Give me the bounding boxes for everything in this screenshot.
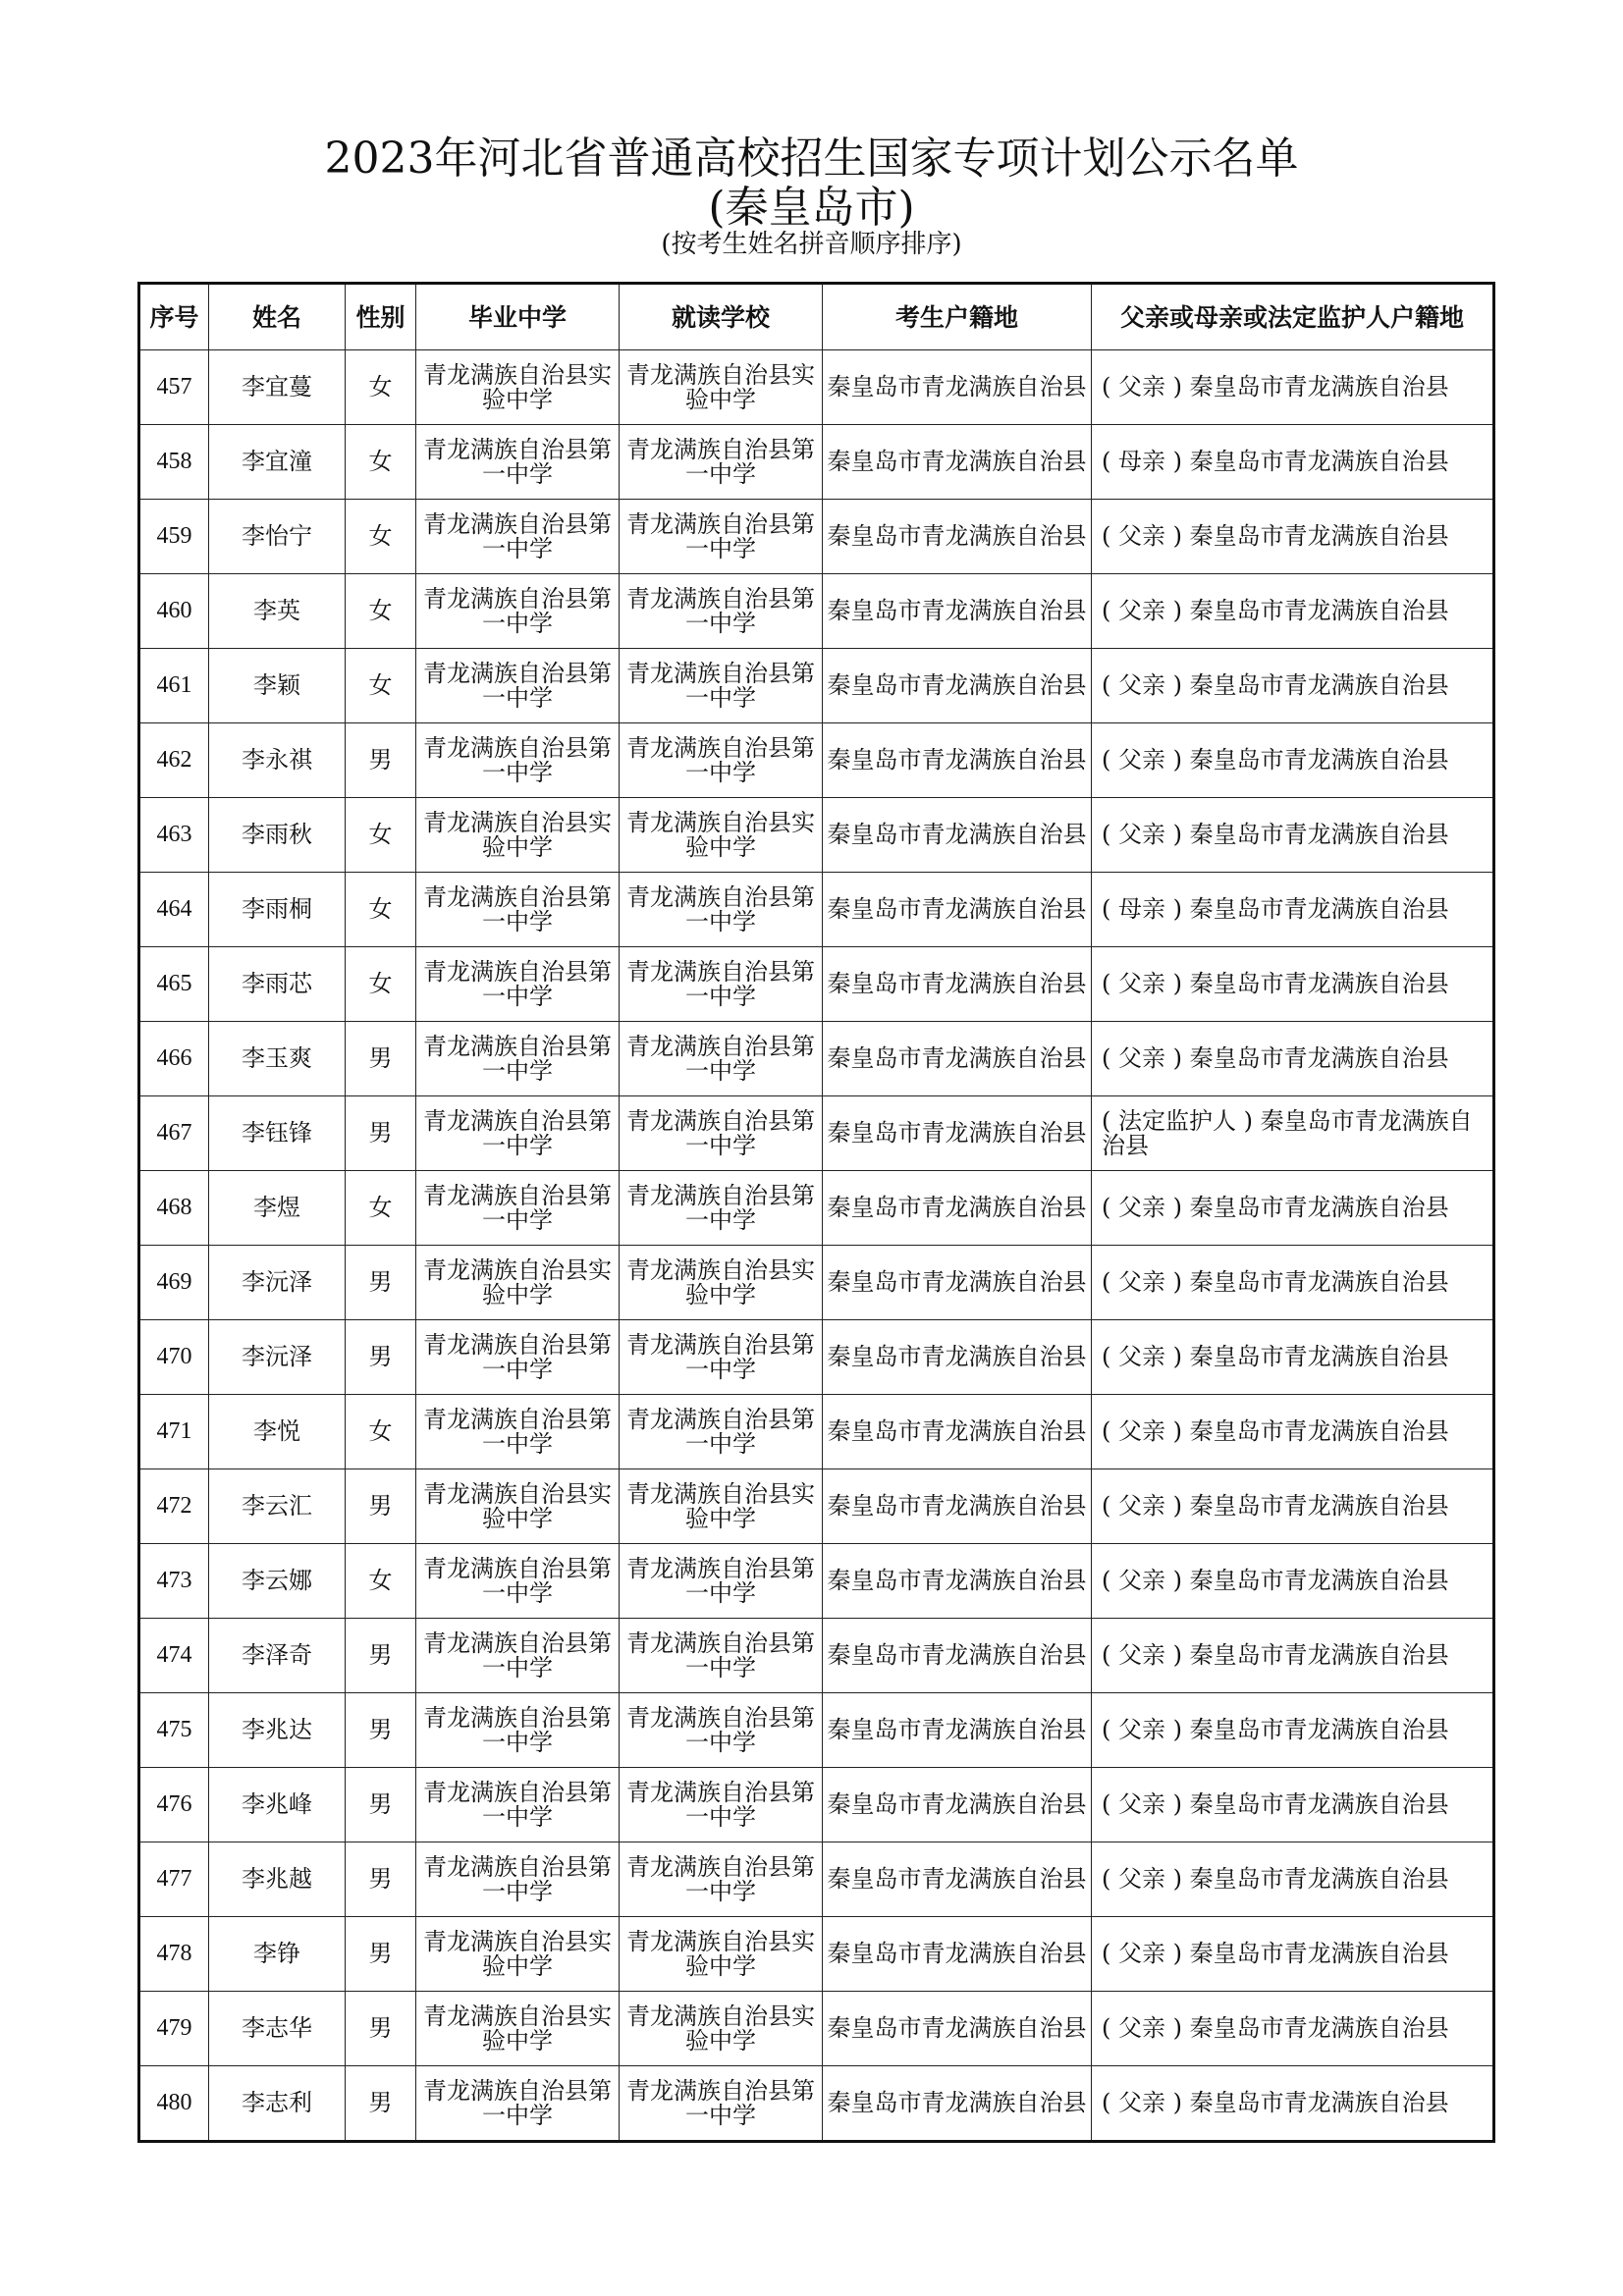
cell-hukou: 秦皇岛市青龙满族自治县 [823, 1992, 1092, 2066]
table-row [139, 1022, 1494, 1096]
cell-parent-hukou: ( 父亲 ) 秦皇岛市青龙满族自治县 [1092, 1544, 1494, 1619]
cell-sex: 女 [346, 1544, 416, 1619]
cell-grad-school: 青龙满族自治县第一中学 [416, 1693, 620, 1768]
cell-current-school: 青龙满族自治县第一中学 [620, 1619, 823, 1693]
cell-current-school: 青龙满族自治县实验中学 [620, 350, 823, 425]
cell-sex: 女 [346, 500, 416, 574]
cell-sex: 女 [346, 1395, 416, 1469]
cell-no: 476 [139, 1768, 209, 1842]
table-row [139, 1842, 1494, 1917]
table-row [139, 798, 1494, 873]
cell-current-school: 青龙满族自治县实验中学 [620, 1992, 823, 2066]
cell-hukou: 秦皇岛市青龙满族自治县 [823, 1842, 1092, 1917]
cell-grad-school: 青龙满族自治县实验中学 [416, 1992, 620, 2066]
cell-hukou: 秦皇岛市青龙满族自治县 [823, 1320, 1092, 1395]
cell-current-school: 青龙满族自治县实验中学 [620, 1246, 823, 1320]
cell-name: 李兆越 [209, 1842, 346, 1917]
cell-no: 470 [139, 1320, 209, 1395]
cell-parent-hukou: ( 母亲 ) 秦皇岛市青龙满族自治县 [1092, 873, 1494, 947]
cell-name: 李悦 [209, 1395, 346, 1469]
cell-hukou: 秦皇岛市青龙满族自治县 [823, 1693, 1092, 1768]
cell-current-school: 青龙满族自治县第一中学 [620, 649, 823, 723]
cell-no: 477 [139, 1842, 209, 1917]
cell-name: 李煜 [209, 1171, 346, 1246]
cell-no: 478 [139, 1917, 209, 1992]
cell-no: 480 [139, 2066, 209, 2142]
cell-grad-school: 青龙满族自治县第一中学 [416, 1619, 620, 1693]
cell-parent-hukou: ( 父亲 ) 秦皇岛市青龙满族自治县 [1092, 1917, 1494, 1992]
cell-current-school: 青龙满族自治县第一中学 [620, 1768, 823, 1842]
table-row [139, 1171, 1494, 1246]
cell-hukou: 秦皇岛市青龙满族自治县 [823, 1171, 1092, 1246]
cell-no: 469 [139, 1246, 209, 1320]
cell-sex: 女 [346, 425, 416, 500]
cell-sex: 女 [346, 873, 416, 947]
cell-parent-hukou: ( 父亲 ) 秦皇岛市青龙满族自治县 [1092, 1768, 1494, 1842]
cell-no: 457 [139, 350, 209, 425]
cell-hukou: 秦皇岛市青龙满族自治县 [823, 2066, 1092, 2142]
cell-name: 李铮 [209, 1917, 346, 1992]
cell-no: 472 [139, 1469, 209, 1544]
cell-grad-school: 青龙满族自治县第一中学 [416, 1096, 620, 1171]
cell-hukou: 秦皇岛市青龙满族自治县 [823, 1246, 1092, 1320]
cell-parent-hukou: ( 父亲 ) 秦皇岛市青龙满族自治县 [1092, 1171, 1494, 1246]
cell-hukou: 秦皇岛市青龙满族自治县 [823, 1619, 1092, 1693]
cell-name: 李宜潼 [209, 425, 346, 500]
cell-name: 李钰锋 [209, 1096, 346, 1171]
cell-parent-hukou: ( 父亲 ) 秦皇岛市青龙满族自治县 [1092, 1022, 1494, 1096]
cell-no: 458 [139, 425, 209, 500]
cell-name: 李兆达 [209, 1693, 346, 1768]
table-row [139, 1469, 1494, 1544]
table-row [139, 1917, 1494, 1992]
cell-name: 李泽奇 [209, 1619, 346, 1693]
cell-no: 471 [139, 1395, 209, 1469]
cell-sex: 男 [346, 1246, 416, 1320]
cell-current-school: 青龙满族自治县第一中学 [620, 2066, 823, 2142]
cell-current-school: 青龙满族自治县实验中学 [620, 798, 823, 873]
cell-no: 464 [139, 873, 209, 947]
table-row [139, 425, 1494, 500]
cell-current-school: 青龙满族自治县第一中学 [620, 947, 823, 1022]
cell-no: 459 [139, 500, 209, 574]
cell-sex: 男 [346, 1768, 416, 1842]
cell-parent-hukou: ( 父亲 ) 秦皇岛市青龙满族自治县 [1092, 1469, 1494, 1544]
cell-grad-school: 青龙满族自治县实验中学 [416, 1917, 620, 1992]
cell-name: 李颖 [209, 649, 346, 723]
cell-parent-hukou: ( 父亲 ) 秦皇岛市青龙满族自治县 [1092, 1992, 1494, 2066]
cell-hukou: 秦皇岛市青龙满族自治县 [823, 1768, 1092, 1842]
cell-hukou: 秦皇岛市青龙满族自治县 [823, 350, 1092, 425]
table-row [139, 1768, 1494, 1842]
cell-hukou: 秦皇岛市青龙满族自治县 [823, 798, 1092, 873]
cell-current-school: 青龙满族自治县第一中学 [620, 574, 823, 649]
cell-no: 461 [139, 649, 209, 723]
cell-name: 李怡宁 [209, 500, 346, 574]
cell-no: 463 [139, 798, 209, 873]
cell-name: 李玉爽 [209, 1022, 346, 1096]
cell-grad-school: 青龙满族自治县实验中学 [416, 1246, 620, 1320]
cell-current-school: 青龙满族自治县实验中学 [620, 1917, 823, 1992]
cell-parent-hukou: ( 法定监护人 ) 秦皇岛市青龙满族自治县 [1092, 1096, 1494, 1171]
table-row [139, 1320, 1494, 1395]
cell-sex: 女 [346, 350, 416, 425]
cell-sex: 男 [346, 1096, 416, 1171]
cell-hukou: 秦皇岛市青龙满族自治县 [823, 947, 1092, 1022]
table-row [139, 1395, 1494, 1469]
cell-name: 李兆峰 [209, 1768, 346, 1842]
table-row [139, 723, 1494, 798]
cell-sex: 男 [346, 1992, 416, 2066]
cell-parent-hukou: ( 父亲 ) 秦皇岛市青龙满族自治县 [1092, 1320, 1494, 1395]
cell-grad-school: 青龙满族自治县实验中学 [416, 1469, 620, 1544]
cell-name: 李永祺 [209, 723, 346, 798]
cell-current-school: 青龙满族自治县第一中学 [620, 1171, 823, 1246]
cell-sex: 女 [346, 649, 416, 723]
table-header-row [139, 284, 1494, 350]
cell-sex: 女 [346, 798, 416, 873]
cell-sex: 女 [346, 1171, 416, 1246]
cell-hukou: 秦皇岛市青龙满族自治县 [823, 1096, 1092, 1171]
cell-grad-school: 青龙满族自治县实验中学 [416, 350, 620, 425]
cell-parent-hukou: ( 母亲 ) 秦皇岛市青龙满族自治县 [1092, 425, 1494, 500]
cell-current-school: 青龙满族自治县第一中学 [620, 873, 823, 947]
cell-no: 468 [139, 1171, 209, 1246]
table-row [139, 350, 1494, 425]
table-row [139, 574, 1494, 649]
cell-sex: 男 [346, 1693, 416, 1768]
header-hukou: 考生户籍地 [823, 284, 1092, 350]
cell-sex: 男 [346, 2066, 416, 2142]
table-row [139, 1544, 1494, 1619]
cell-current-school: 青龙满族自治县第一中学 [620, 1320, 823, 1395]
cell-name: 李志华 [209, 1992, 346, 2066]
cell-hukou: 秦皇岛市青龙满族自治县 [823, 723, 1092, 798]
cell-name: 李雨芯 [209, 947, 346, 1022]
cell-grad-school: 青龙满族自治县第一中学 [416, 500, 620, 574]
cell-grad-school: 青龙满族自治县第一中学 [416, 1395, 620, 1469]
cell-parent-hukou: ( 父亲 ) 秦皇岛市青龙满族自治县 [1092, 649, 1494, 723]
cell-parent-hukou: ( 父亲 ) 秦皇岛市青龙满族自治县 [1092, 1619, 1494, 1693]
cell-parent-hukou: ( 父亲 ) 秦皇岛市青龙满族自治县 [1092, 1395, 1494, 1469]
cell-current-school: 青龙满族自治县第一中学 [620, 500, 823, 574]
cell-name: 李雨秋 [209, 798, 346, 873]
cell-grad-school: 青龙满族自治县第一中学 [416, 1171, 620, 1246]
sort-note: (按考生姓名拼音顺序排序) [661, 230, 962, 259]
cell-grad-school: 青龙满族自治县第一中学 [416, 1320, 620, 1395]
table-row [139, 1619, 1494, 1693]
cell-sex: 男 [346, 723, 416, 798]
cell-parent-hukou: ( 父亲 ) 秦皇岛市青龙满族自治县 [1092, 500, 1494, 574]
cell-sex: 女 [346, 574, 416, 649]
cell-hukou: 秦皇岛市青龙满族自治县 [823, 500, 1092, 574]
cell-parent-hukou: ( 父亲 ) 秦皇岛市青龙满族自治县 [1092, 1842, 1494, 1917]
cell-hukou: 秦皇岛市青龙满族自治县 [823, 649, 1092, 723]
cell-hukou: 秦皇岛市青龙满族自治县 [823, 1395, 1092, 1469]
table-row [139, 1992, 1494, 2066]
cell-current-school: 青龙满族自治县实验中学 [620, 1469, 823, 1544]
cell-grad-school: 青龙满族自治县第一中学 [416, 1842, 620, 1917]
cell-sex: 男 [346, 1917, 416, 1992]
cell-hukou: 秦皇岛市青龙满族自治县 [823, 425, 1092, 500]
header-sex: 性别 [346, 284, 416, 350]
cell-no: 460 [139, 574, 209, 649]
cell-hukou: 秦皇岛市青龙满族自治县 [823, 873, 1092, 947]
table-row [139, 1693, 1494, 1768]
cell-sex: 男 [346, 1842, 416, 1917]
cell-name: 李英 [209, 574, 346, 649]
cell-grad-school: 青龙满族自治县第一中学 [416, 873, 620, 947]
cell-grad-school: 青龙满族自治县第一中学 [416, 574, 620, 649]
table-row [139, 500, 1494, 574]
header-name: 姓名 [209, 284, 346, 350]
cell-no: 466 [139, 1022, 209, 1096]
cell-grad-school: 青龙满族自治县第一中学 [416, 425, 620, 500]
cell-no: 474 [139, 1619, 209, 1693]
header-no: 序号 [139, 284, 209, 350]
cell-name: 李沅泽 [209, 1320, 346, 1395]
cell-grad-school: 青龙满族自治县第一中学 [416, 1544, 620, 1619]
cell-parent-hukou: ( 父亲 ) 秦皇岛市青龙满族自治县 [1092, 723, 1494, 798]
cell-hukou: 秦皇岛市青龙满族自治县 [823, 1022, 1092, 1096]
table-row [139, 873, 1494, 947]
cell-current-school: 青龙满族自治县第一中学 [620, 1842, 823, 1917]
table-row [139, 649, 1494, 723]
cell-no: 467 [139, 1096, 209, 1171]
roster-table [137, 282, 1495, 2143]
cell-name: 李志利 [209, 2066, 346, 2142]
cell-parent-hukou: ( 父亲 ) 秦皇岛市青龙满族自治县 [1092, 1693, 1494, 1768]
cell-parent-hukou: ( 父亲 ) 秦皇岛市青龙满族自治县 [1092, 798, 1494, 873]
header-current-school: 就读学校 [620, 284, 823, 350]
cell-name: 李宜蔓 [209, 350, 346, 425]
header-parent-hukou: 父亲或母亲或法定监护人户籍地 [1092, 284, 1494, 350]
cell-no: 473 [139, 1544, 209, 1619]
cell-current-school: 青龙满族自治县第一中学 [620, 1096, 823, 1171]
cell-parent-hukou: ( 父亲 ) 秦皇岛市青龙满族自治县 [1092, 350, 1494, 425]
cell-sex: 女 [346, 947, 416, 1022]
cell-name: 李沅泽 [209, 1246, 346, 1320]
table-row [139, 947, 1494, 1022]
cell-grad-school: 青龙满族自治县实验中学 [416, 798, 620, 873]
table-row [139, 2066, 1494, 2142]
cell-current-school: 青龙满族自治县第一中学 [620, 1693, 823, 1768]
cell-sex: 男 [346, 1320, 416, 1395]
cell-hukou: 秦皇岛市青龙满族自治县 [823, 1469, 1092, 1544]
cell-parent-hukou: ( 父亲 ) 秦皇岛市青龙满族自治县 [1092, 574, 1494, 649]
cell-parent-hukou: ( 父亲 ) 秦皇岛市青龙满族自治县 [1092, 2066, 1494, 2142]
page-subtitle: (秦皇岛市) [708, 183, 915, 233]
cell-hukou: 秦皇岛市青龙满族自治县 [823, 574, 1092, 649]
cell-no: 479 [139, 1992, 209, 2066]
cell-sex: 男 [346, 1619, 416, 1693]
cell-current-school: 青龙满族自治县第一中学 [620, 1544, 823, 1619]
cell-no: 465 [139, 947, 209, 1022]
cell-grad-school: 青龙满族自治县第一中学 [416, 649, 620, 723]
header-grad-school: 毕业中学 [416, 284, 620, 350]
cell-hukou: 秦皇岛市青龙满族自治县 [823, 1917, 1092, 1992]
table-row [139, 1246, 1494, 1320]
cell-name: 李云娜 [209, 1544, 346, 1619]
cell-grad-school: 青龙满族自治县第一中学 [416, 2066, 620, 2142]
cell-parent-hukou: ( 父亲 ) 秦皇岛市青龙满族自治县 [1092, 1246, 1494, 1320]
cell-name: 李云汇 [209, 1469, 346, 1544]
cell-name: 李雨桐 [209, 873, 346, 947]
cell-sex: 男 [346, 1022, 416, 1096]
page-title: 2023年河北省普通高校招生国家专项计划公示名单 [324, 133, 1299, 184]
cell-current-school: 青龙满族自治县第一中学 [620, 1022, 823, 1096]
cell-grad-school: 青龙满族自治县第一中学 [416, 1768, 620, 1842]
cell-no: 475 [139, 1693, 209, 1768]
cell-current-school: 青龙满族自治县第一中学 [620, 723, 823, 798]
cell-no: 462 [139, 723, 209, 798]
cell-grad-school: 青龙满族自治县第一中学 [416, 947, 620, 1022]
cell-sex: 男 [346, 1469, 416, 1544]
table-row [139, 1096, 1494, 1171]
table-body [139, 350, 1494, 2142]
cell-grad-school: 青龙满族自治县第一中学 [416, 1022, 620, 1096]
cell-hukou: 秦皇岛市青龙满族自治县 [823, 1544, 1092, 1619]
cell-current-school: 青龙满族自治县第一中学 [620, 1395, 823, 1469]
cell-current-school: 青龙满族自治县第一中学 [620, 425, 823, 500]
cell-grad-school: 青龙满族自治县第一中学 [416, 723, 620, 798]
cell-parent-hukou: ( 父亲 ) 秦皇岛市青龙满族自治县 [1092, 947, 1494, 1022]
